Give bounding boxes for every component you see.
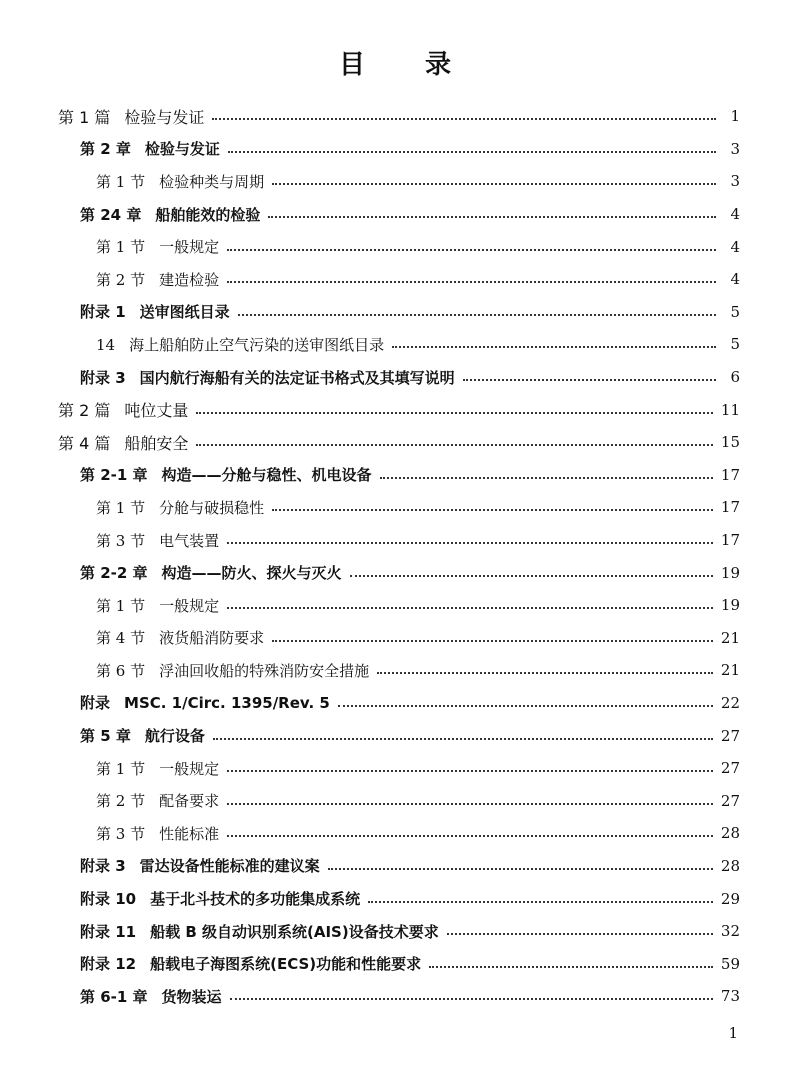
toc-leader-dots	[227, 542, 713, 544]
toc-entry-label	[96, 758, 219, 779]
toc-entry[interactable]	[0, 850, 790, 883]
toc-entry-label	[80, 301, 230, 322]
toc-entry-number: 附录 3	[80, 368, 126, 387]
toc-leader-dots	[338, 705, 713, 707]
toc-leader-dots	[463, 379, 716, 381]
toc-entry[interactable]	[0, 328, 790, 361]
toc-entry-page: 5	[730, 335, 740, 354]
toc-entry-number: 第 1 节	[96, 759, 146, 778]
toc-leader-dots	[196, 444, 713, 446]
toc-entry-number: 第 2-2 章	[80, 564, 148, 583]
toc-entry-page: 59	[720, 954, 740, 973]
toc-leader-dots	[392, 346, 716, 348]
toc-entry[interactable]	[0, 784, 790, 817]
toc-entry-label	[96, 530, 219, 551]
toc-entry-page: 3	[730, 172, 740, 191]
toc-entry-title: 检验种类与周期	[159, 172, 265, 191]
toc-entry-number: 第 1 节	[96, 238, 146, 257]
toc-leader-dots	[272, 640, 713, 642]
toc-entry-number: 第 1 节	[96, 596, 146, 615]
toc-entry-page: 4	[730, 270, 740, 289]
toc-leader-dots	[238, 314, 716, 316]
toc-entry-title: 送审图纸目录	[139, 303, 230, 322]
toc-entry-page: 73	[720, 987, 740, 1006]
toc-entry-number: 附录 1	[80, 303, 126, 322]
toc-entry[interactable]	[0, 915, 790, 948]
toc-entry[interactable]	[0, 654, 790, 687]
toc-entry-page: 19	[720, 596, 740, 615]
toc-entry[interactable]	[0, 491, 790, 524]
toc-entry-label	[96, 334, 384, 355]
toc-entry[interactable]	[0, 361, 790, 394]
toc-leader-dots	[272, 509, 713, 511]
toc-entry-page: 15	[720, 433, 740, 452]
toc-entry[interactable]	[0, 165, 790, 198]
toc-entry-number: 第 1 节	[96, 498, 146, 517]
toc-entry-label	[80, 986, 222, 1007]
toc-leader-dots	[429, 966, 713, 968]
toc-entry-number: 第 2 篇	[58, 401, 111, 421]
toc-entry-page: 27	[720, 759, 740, 778]
toc-entry-label	[58, 431, 188, 454]
toc-entry-label	[96, 236, 219, 257]
toc-entry-label	[80, 888, 360, 909]
toc-entry[interactable]	[0, 524, 790, 557]
toc-entry[interactable]	[0, 980, 790, 1013]
toc-entry-title: 国内航行海船有关的法定证书格式及其填写说明	[139, 368, 455, 387]
toc-entry-number: 第 2 节	[96, 792, 146, 811]
toc-entry-label	[96, 497, 264, 518]
toc-entry[interactable]	[0, 589, 790, 622]
toc-entry-number: 附录 11	[80, 922, 137, 941]
toc-leader-dots	[268, 216, 716, 218]
toc-entry-title: 构造——防火、探火与灭火	[161, 564, 342, 583]
toc-entry-title: 货物装运	[161, 987, 222, 1006]
toc-entry-page: 4	[730, 237, 740, 256]
toc-entry-page: 11	[720, 400, 740, 419]
toc-entry-page: 3	[730, 139, 740, 158]
toc-leader-dots	[227, 249, 716, 251]
toc-leader-dots	[368, 901, 713, 903]
toc-leader-dots	[350, 575, 713, 577]
toc-entry-label	[58, 398, 188, 421]
toc-entry-number: 第 2 节	[96, 270, 146, 289]
toc-entry-page: 27	[720, 726, 740, 745]
toc-entry[interactable]	[0, 687, 790, 720]
toc-entry-title: 液货船消防要求	[159, 629, 265, 648]
toc-entry-label	[80, 953, 421, 974]
toc-leader-dots	[227, 835, 713, 837]
toc-entry-page: 1	[730, 107, 740, 126]
toc-leader-dots	[377, 672, 713, 674]
toc-entry-number: 第 6 节	[96, 661, 146, 680]
toc-entry-title: 检验与发证	[124, 107, 205, 127]
toc-entry-number: 14	[96, 335, 116, 354]
toc-entry-number: 附录 12	[80, 955, 137, 974]
toc-entry-label	[80, 138, 220, 159]
toc-entry-label	[80, 692, 330, 713]
toc-leader-dots	[230, 998, 713, 1000]
toc-entry-title: 船舶能效的检验	[155, 205, 261, 224]
toc-entry-title: 吨位丈量	[124, 401, 189, 421]
toc-leader-dots	[380, 477, 713, 479]
toc-entry-title: 浮油回收船的特殊消防安全措施	[159, 661, 370, 680]
toc-entry-page: 32	[720, 922, 740, 941]
toc-entry-label	[96, 660, 369, 681]
toc-entry-page: 28	[720, 856, 740, 875]
toc-entry-title: 分舱与破损稳性	[159, 498, 265, 517]
table-of-contents	[0, 100, 790, 1013]
toc-entry-label	[96, 595, 219, 616]
toc-entry-page: 21	[720, 628, 740, 647]
toc-entry-number: 附录 3	[80, 857, 126, 876]
toc-leader-dots	[227, 607, 713, 609]
toc-entry-label	[80, 204, 260, 225]
toc-entry-page: 4	[730, 205, 740, 224]
toc-leader-dots	[227, 281, 716, 283]
toc-entry-page: 29	[720, 889, 740, 908]
page-title	[0, 44, 790, 81]
toc-entry-number: 第 2-1 章	[80, 466, 148, 485]
toc-leader-dots	[447, 933, 713, 935]
toc-entry[interactable]	[0, 752, 790, 785]
toc-entry-title: 船载电子海图系统(ECS)功能和性能要求	[150, 955, 422, 974]
toc-entry-number: 第 4 篇	[58, 433, 111, 453]
toc-leader-dots	[227, 770, 713, 772]
toc-entry-number: 第 1 节	[96, 172, 146, 191]
title-char-left: 目	[338, 50, 365, 80]
toc-entry-label	[80, 921, 439, 942]
toc-entry-title: 配备要求	[159, 792, 220, 811]
toc-entry-number: 第 6-1 章	[80, 987, 148, 1006]
toc-entry-page: 19	[720, 563, 740, 582]
toc-entry-title: 建造检验	[159, 270, 220, 289]
toc-entry-title: 电气装置	[159, 531, 220, 550]
toc-entry[interactable]	[0, 882, 790, 915]
toc-entry[interactable]	[0, 393, 790, 426]
toc-entry-label	[58, 105, 204, 128]
toc-entry-title: 一般规定	[159, 759, 220, 778]
toc-entry-label	[80, 725, 205, 746]
toc-entry-label	[96, 269, 219, 290]
toc-entry-number: 第 2 章	[80, 140, 131, 159]
toc-entry-title: 海上船舶防止空气污染的送审图纸目录	[129, 335, 385, 354]
toc-entry-title: MSC. 1/Circ. 1395/Rev. 5	[124, 694, 330, 713]
toc-entry[interactable]	[0, 230, 790, 263]
toc-entry-number: 第 3 节	[96, 824, 146, 843]
toc-leader-dots	[213, 738, 713, 740]
toc-entry[interactable]	[0, 947, 790, 980]
toc-entry-page: 17	[720, 465, 740, 484]
toc-entry-title: 船舶安全	[124, 433, 189, 453]
toc-leader-dots	[227, 803, 713, 805]
toc-entry[interactable]	[0, 100, 790, 133]
toc-entry-title: 性能标准	[159, 824, 220, 843]
toc-entry[interactable]	[0, 296, 790, 329]
toc-entry-title: 船载 B 级自动识别系统(AIS)设备技术要求	[150, 922, 439, 941]
toc-entry-title: 一般规定	[159, 238, 220, 257]
toc-entry[interactable]	[0, 426, 790, 459]
toc-entry[interactable]	[0, 263, 790, 296]
toc-entry-page: 5	[730, 302, 740, 321]
toc-entry-title: 检验与发证	[144, 140, 220, 159]
toc-entry-number: 第 5 章	[80, 727, 131, 746]
toc-leader-dots	[212, 118, 716, 120]
toc-entry-title: 航行设备	[144, 727, 205, 746]
toc-leader-dots	[272, 183, 716, 185]
toc-entry-label	[96, 790, 219, 811]
toc-entry[interactable]	[0, 459, 790, 492]
toc-entry-page: 27	[720, 791, 740, 810]
toc-entry-page: 6	[730, 368, 740, 387]
toc-entry-page: 17	[720, 531, 740, 550]
toc-entry-page: 28	[720, 824, 740, 843]
toc-entry[interactable]	[0, 556, 790, 589]
toc-leader-dots	[196, 412, 713, 414]
toc-entry-page: 22	[720, 693, 740, 712]
toc-entry-number: 第 3 节	[96, 531, 146, 550]
toc-entry-label	[80, 855, 320, 876]
toc-entry-title: 雷达设备性能标准的建议案	[139, 857, 320, 876]
toc-entry-number: 第 24 章	[80, 205, 142, 224]
toc-entry-title: 构造——分舱与稳性、机电设备	[161, 466, 372, 485]
toc-entry-number: 附录	[80, 694, 111, 713]
toc-entry[interactable]	[0, 817, 790, 850]
toc-entry-label	[96, 171, 264, 192]
toc-entry-label	[96, 823, 219, 844]
toc-entry-label	[80, 562, 342, 583]
toc-entry[interactable]	[0, 622, 790, 655]
toc-entry-number: 第 4 节	[96, 629, 146, 648]
toc-entry[interactable]	[0, 719, 790, 752]
footer-page-number: 1	[728, 1024, 738, 1042]
toc-entry-number: 附录 10	[80, 890, 137, 909]
toc-entry-label	[80, 464, 372, 485]
toc-leader-dots	[328, 868, 713, 870]
toc-entry-page: 17	[720, 498, 740, 517]
toc-entry-page: 21	[720, 661, 740, 680]
toc-entry[interactable]	[0, 198, 790, 231]
toc-entry-title: 一般规定	[159, 596, 220, 615]
toc-entry-number: 第 1 篇	[58, 107, 111, 127]
toc-entry[interactable]	[0, 133, 790, 166]
title-char-right: 录	[425, 50, 452, 80]
toc-entry-label	[80, 367, 455, 388]
toc-leader-dots	[228, 151, 716, 153]
toc-entry-label	[96, 627, 264, 648]
toc-entry-title: 基于北斗技术的多功能集成系统	[150, 890, 361, 909]
